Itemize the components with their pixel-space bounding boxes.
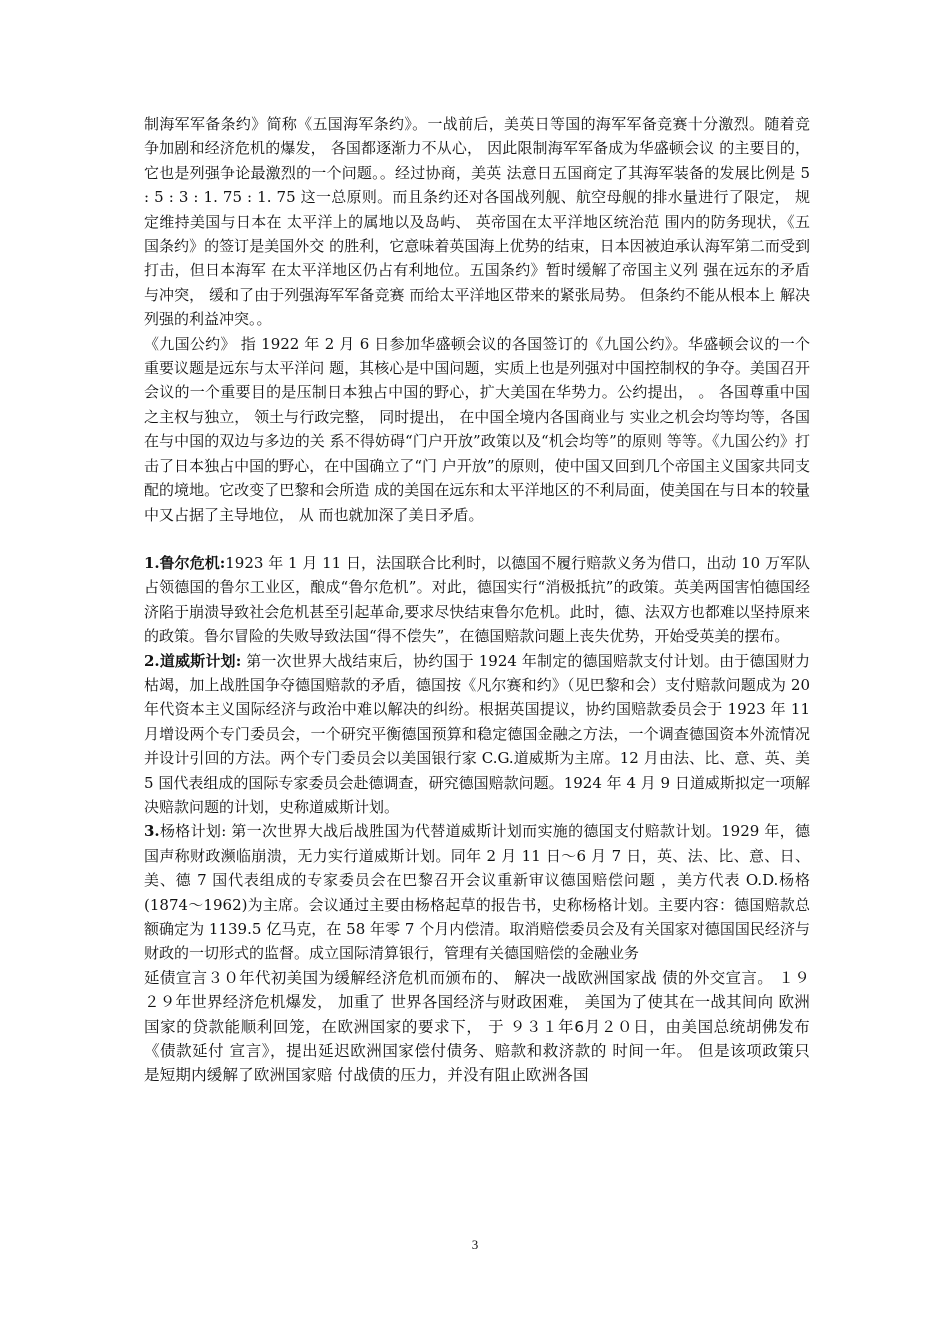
term-label: 延债宣言	[144, 968, 208, 987]
term-text: ３０年代初美国为缓解经济危机而颁布的、 解决一战欧洲国家战 债的外交宣言。 １９２９年世界经济危机爆发， 加重了 世界各国经济与财政困难， 美国为了使其在一战其间向 欧洲国家的贷款能顺利回笼，在欧洲国家的要求下， 于 ９３１年6月２０日，由美国总统胡佛发布《债款延付 宣言》，提出延迟欧洲国家偿付债务、赔款和救济款的 时间一年。 但是该项政策只是短期内缓解了欧洲国家赔 付战债的压力，并没有阻止欧洲各国	[144, 968, 810, 1085]
term-text: 第一次世界大战结束后，协约国于 1924 年制定的德国赔款支付计划。由于德国财力枯竭，加上战胜国争夺德国赔款的矛盾，德国按《凡尔赛和约》（见巴黎和会）支付赔款问题成为 20 年代资本主义国际经济与政治中难以解决的纠纷。根据英国提议，协约国赔款委员会于 1923 年 11 月增设两个专门委员会，一个研究平衡德国预算和稳定德国金融之方法，一个调查德国资本外流情况并设计引回的方法。两个专门委员会以美国银行家 C.G.道威斯为主席。12 月由法、比、意、英、美 5 国代表组成的国际专家委员会赴德调查，研究德国赔款问题。1924 年 4 月 9 日道威斯拟定一项解决赔款问题的计划，史称道威斯计划。	[144, 651, 810, 816]
term-young-plan	[144, 819, 810, 965]
term-label: 2.道威斯计划:	[144, 651, 242, 670]
five-power-treaty-paragraph: 制海军军备条约》简称《五国海军条约》。一战前后，美英日等国的海军军备竞赛十分激烈。随着竞争加剧和经济危机的爆发， 各国都逐渐力不从心， 因此限制海军军备成为华盛顿会议 的主要目的，它也是列强争论最激烈的一个问题。。经过协商，美英 法意日五国商定了其海军装备的发展比例是 5 : 5 : 3 : 1. 75 : 1. 75 这一总原则。而且条约还对各国战列舰、航空母舰的排水量进行了限定， 规定维持美国与日本在 太平洋上的属地以及岛屿、 英帝国在太平洋地区统治范 围内的防务现状，《五国条约》的签订是美国外交 的胜利，它意味着英国海上优势的结束，日本因被迫承认海军第二而受到打击，但日本海军 在太平洋地区仍占有利地位。五国条约》暂时缓解了帝国主义列 强在远东的矛盾与冲突， 缓和了由于列强海军军备竞赛 而给太平洋地区带来的紧张局势。 但条约不能从根本上 解决列强的利益冲突。。	[144, 115, 810, 329]
term-text: 1923 年 1 月 11 日，法国联合比利时，以德国不履行赔款义务为借口，出动 10 万军队占领德国的鲁尔工业区，酿成“鲁尔危机”。对此，德国实行“消极抵抗”的政策。英美两国害怕德国经济陷于崩溃导致社会危机甚至引起革命,要求尽快结束鲁尔危机。此时，德、法双方也都难以坚持原来的政策。鲁尔冒险的失败导致法国“得不偿失”，在德国赔款问题上丧失优势，开始受英美的摆布。	[144, 553, 810, 646]
page-content	[144, 112, 810, 1088]
term-text: 杨格计划: 第一次世界大战后战胜国为代替道威斯计划而实施的德国支付赔款计划。1929 年，德国声称财政濒临崩溃，无力实行道威斯计划。同年 2 月 11 日～6 月 7 日，英、法、比、意、日、美、德 7 国代表组成的专家委员会在巴黎召开会议重新审议德国赔偿问题 ，美方代表 O.D.杨格(1874～1962)为主席。会议通过主要由杨格起草的报告书，史称杨格计划。主要内容：德国赔款总额确定为 1139.5 亿马克，在 58 年零 7 个月内偿清。取消赔偿委员会及有关国家对德国国民经济与财政的一切形式的监督。成立国际清算银行，管理有关德国赔偿的金融业务	[144, 822, 810, 963]
term-label: 1.鲁尔危机:	[144, 553, 226, 572]
page-number: 3	[471, 1237, 479, 1252]
debt-moratorium-paragraph	[144, 966, 810, 1088]
paragraph-gap	[144, 527, 810, 551]
term-dawes-plan	[144, 649, 810, 820]
term-ruhr-crisis	[144, 551, 810, 649]
nine-power-treaty-paragraph: 《九国公约》 指 1922 年 2 月 6 日参加华盛顿会议的各国签订的《九国公约》。华盛顿会议的一个重要议题是远东与太平洋问 题，其核心是中国问题，实质上也是列强对中国控制权的争夺。美国召开会议的一个重要目的是压制日本独占中国的野心，扩大美国在华势力。公约提出， 。 各国尊重中国之主权与独立， 领土与行政完整， 同时提出， 在中国全境内各国商业与 实业之机会均等均等，各国在与中国的双边与多边的关 系不得妨碍“门户开放”政策以及“机会均等”的原则 等等。《九国公约》打击了日本独占中国的野心，在中国确立了“门 户开放”的原则，使中国又回到几个帝国主义国家共同支配的境地。它改变了巴黎和会所造 成的美国在远东和太平洋地区的不利局面，使美国在与日本的较量中又占据了主导地位， 从 而也就加深了美日矛盾。	[144, 334, 810, 524]
term-label: 3.	[144, 822, 160, 841]
